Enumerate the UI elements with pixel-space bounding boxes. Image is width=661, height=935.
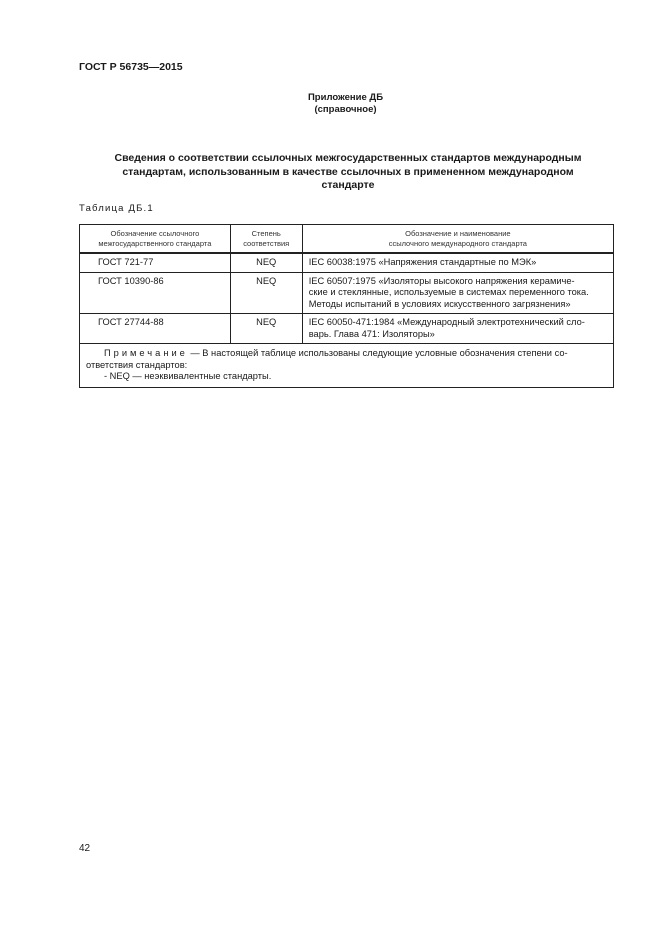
note-text: — В настоящей таблице использованы следующие условные обозначения степени со- [187, 348, 568, 358]
appendix-title: Приложение ДБ [307, 92, 384, 103]
appendix-block [0, 92, 661, 116]
cell-international: IEC 60507:1975 «Изоляторы высокого напряжения керамиче- ские и стеклянные, используемые в системах переменного тока. Методы испытаний в условиях искусственного загрязнения» [302, 272, 613, 314]
document-code: ГОСТ Р 56735—2015 [79, 61, 183, 73]
section-heading [88, 152, 608, 193]
note-text-continued: ответствия стандартов: [86, 359, 188, 370]
cell-degree: NEQ [230, 272, 302, 314]
cell-standard: ГОСТ 721-77 [80, 253, 231, 272]
table-row [80, 314, 614, 344]
heading-line: стандартам, использованным в качестве ссылочных в примененном международном [122, 165, 574, 178]
heading-line: Сведения о соответствии ссылочных межгосударственных стандартов международным [114, 152, 582, 164]
page-number: 42 [79, 843, 91, 854]
correspondence-table [79, 224, 614, 388]
heading-line: стандарте [321, 179, 375, 191]
header-international-standard: Обозначение и наименование ссылочного международного стандарта [302, 225, 613, 254]
header-degree: Степень соответствия [230, 225, 302, 254]
table-header-row [80, 225, 614, 254]
cell-international: IEC 60038:1975 «Напряжения стандартные по МЭК» [302, 253, 613, 272]
header-reference-standard: Обозначение ссылочного межгосударственного стандарта [80, 225, 231, 254]
cell-international: IEC 60050-471:1984 «Международный электротехнический сло- варь. Глава 471: Изоляторы» [302, 314, 613, 344]
table-caption: Таблица ДБ.1 [79, 203, 154, 214]
note-label: Примечание [104, 348, 188, 358]
cell-degree: NEQ [230, 314, 302, 344]
table-note-row [80, 344, 614, 388]
appendix-subtitle: (справочное) [314, 104, 377, 115]
cell-degree: NEQ [230, 253, 302, 272]
note-item: - NEQ — неэквивалентные стандарты. [104, 371, 272, 381]
table-row [80, 272, 614, 314]
cell-standard: ГОСТ 27744-88 [80, 314, 231, 344]
table-row [80, 253, 614, 272]
cell-standard: ГОСТ 10390-86 [80, 272, 231, 314]
table-note [80, 344, 614, 388]
